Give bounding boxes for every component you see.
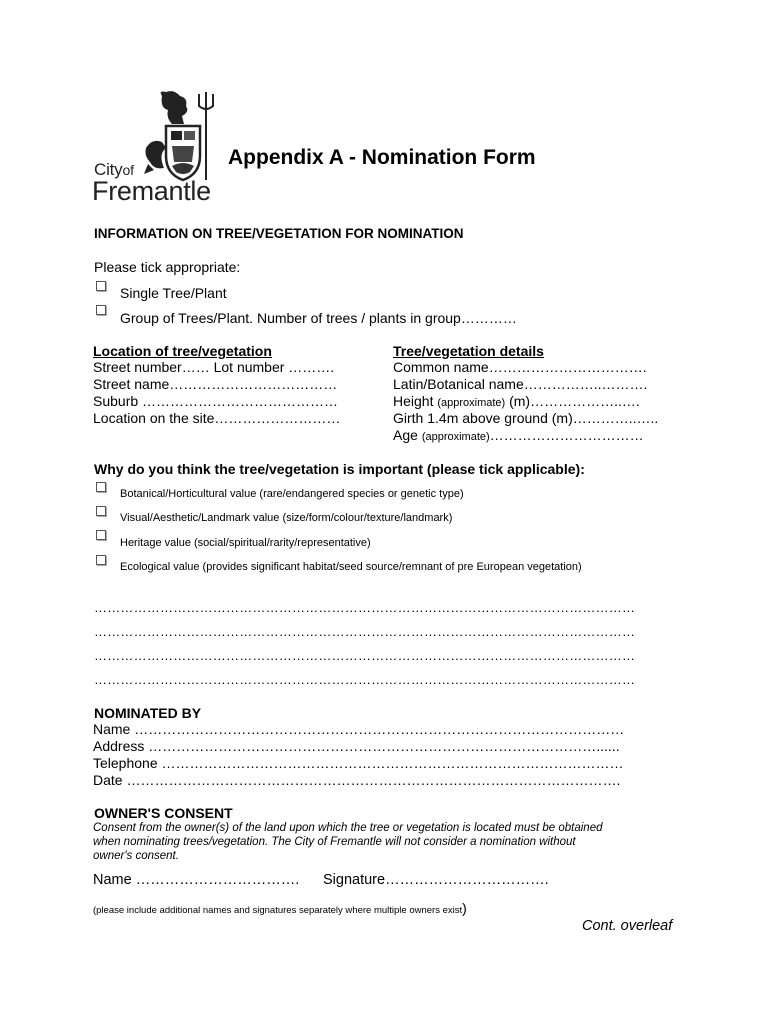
owners-note: (please include additional names and signatures separately where multiple owners exist) — [93, 900, 467, 916]
location-site-field[interactable]: Location on the site……………………… — [93, 410, 341, 426]
botanical-checkbox[interactable] — [96, 482, 106, 492]
consent-text-2: when nominating trees/vegetation. The City of Fremantle will not consider a nomination without — [93, 836, 576, 848]
group-trees-label: Group of Trees/Plant. Number of trees / plants in group………… — [120, 310, 517, 326]
importance-heading: Why do you think the tree/vegetation is important (please tick applicable): — [94, 461, 585, 477]
continued-overleaf: Cont. overleaf — [582, 918, 673, 934]
visual-checkbox[interactable] — [96, 506, 106, 516]
street-name-field[interactable]: Street name……………………………… — [93, 376, 338, 392]
owner-consent-heading: OWNER'S CONSENT — [94, 805, 233, 821]
visual-label: Visual/Aesthetic/Landmark value (size/form/colour/texture/landmark) — [120, 512, 453, 524]
nominator-telephone-field[interactable]: Telephone ……………………………………………………………………………………… — [93, 755, 624, 771]
nominator-address-field[interactable]: Address ……………………………………………………………………………………...... — [93, 738, 620, 754]
nominator-date-field[interactable]: Date ……………………………………………………………………………………………. — [93, 772, 621, 788]
street-number-field[interactable]: Street number…… Lot number ………. — [93, 359, 335, 375]
owner-name-field[interactable]: Name ……………………………. — [93, 872, 300, 888]
reason-line-1[interactable]: …………………………………………………………………………………………………………… — [94, 600, 636, 615]
nominated-heading: NOMINATED BY — [94, 705, 202, 721]
ecological-label: Ecological value (provides significant habitat/seed source/remnant of pre European vegetation) — [120, 561, 582, 573]
age-field[interactable]: Age (approximate)…………………………… — [393, 427, 644, 443]
group-trees-checkbox[interactable] — [96, 305, 106, 315]
latin-name-field[interactable]: Latin/Botanical name……………..………. — [393, 376, 648, 392]
common-name-field[interactable]: Common name……………………………. — [393, 359, 647, 375]
consent-text-3: owner's consent. — [93, 850, 179, 862]
girth-field[interactable]: Girth 1.4m above ground (m)…………..….. — [393, 410, 659, 426]
nominator-name-field[interactable]: Name …………………………………………………………………………………………… — [93, 721, 625, 737]
info-heading: INFORMATION ON TREE/VEGETATION FOR NOMINATION — [94, 226, 464, 241]
single-tree-checkbox[interactable] — [96, 281, 106, 291]
botanical-label: Botanical/Horticultural value (rare/endangered species or genetic type) — [120, 488, 464, 500]
city-of-fremantle-logo — [92, 90, 222, 208]
reason-line-4[interactable]: …………………………………………………………………………………………………………… — [94, 672, 636, 687]
suburb-field[interactable]: Suburb …………………………………… — [93, 393, 339, 409]
page-title: Appendix A - Nomination Form — [228, 146, 536, 169]
details-heading: Tree/vegetation details — [393, 343, 544, 359]
reason-line-2[interactable]: …………………………………………………………………………………………………………… — [94, 624, 636, 639]
reason-line-3[interactable]: …………………………………………………………………………………………………………… — [94, 648, 636, 663]
single-tree-label: Single Tree/Plant — [120, 285, 227, 301]
fremantle-crest-icon — [144, 90, 222, 182]
tick-instruction: Please tick appropriate: — [94, 259, 241, 275]
location-heading: Location of tree/vegetation — [93, 343, 272, 359]
consent-text-1: Consent from the owner(s) of the land upon which the tree or vegetation is located must be obtained — [93, 822, 603, 834]
height-field[interactable]: Height (approximate) (m)………………..…. — [393, 393, 640, 409]
logo-city-text: Cityof — [94, 160, 134, 179]
ecological-checkbox[interactable] — [96, 555, 106, 565]
heritage-label: Heritage value (social/spiritual/rarity/representative) — [120, 537, 371, 549]
heritage-checkbox[interactable] — [96, 530, 106, 540]
logo-fremantle-text: Fremantle — [92, 176, 211, 206]
owner-signature-field[interactable]: Signature……………………………. — [323, 872, 549, 888]
